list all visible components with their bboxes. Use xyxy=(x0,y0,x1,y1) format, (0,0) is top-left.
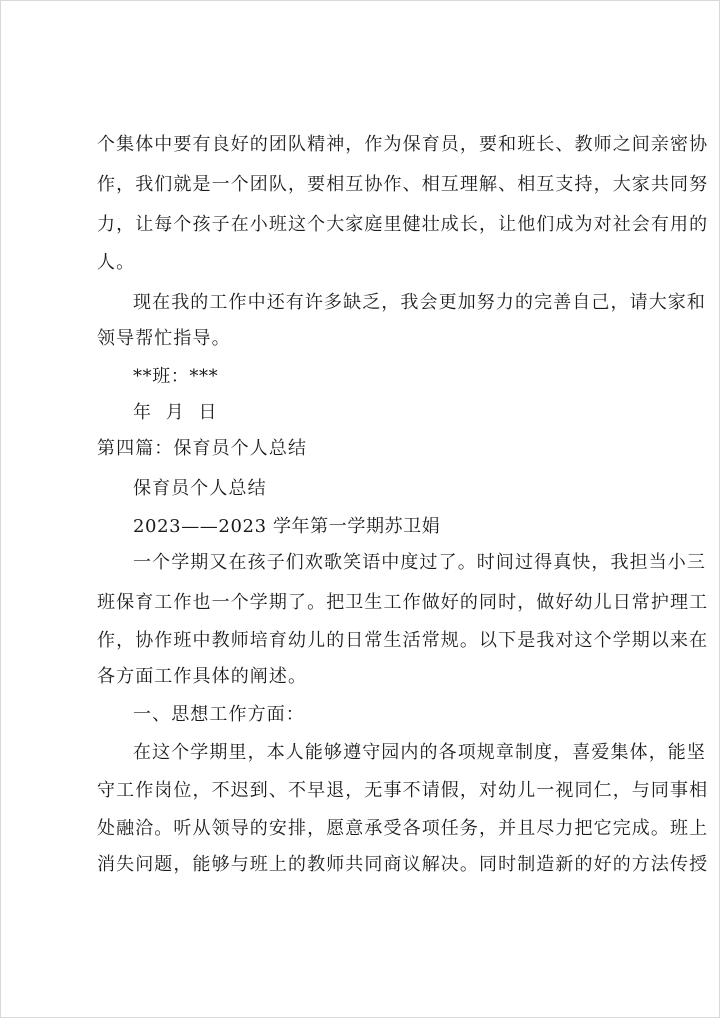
section-heading: 第四篇：保育员个人总结 xyxy=(97,438,308,459)
subheading: 一、思想工作方面： xyxy=(133,704,305,725)
paragraph-line: 人。 xyxy=(97,252,136,273)
paragraph-line: 作，我们就是一个团队，要相互协作、相互理解、相互支持，大家共同努 xyxy=(97,174,709,195)
paragraph-line: 班保育工作也一个学期了。把卫生工作做好的同时，做好幼儿日常护理工 xyxy=(97,592,709,613)
paragraph-line: 消失问题，能够与班上的教师共同商议解决。同时制造新的好的方法传授 xyxy=(97,854,709,875)
paragraph-line: 处融洽。听从领导的安排，愿意承受各项任务，并且尽力把它完成。班上 xyxy=(97,818,709,839)
date-line: 年 月 日 xyxy=(133,402,218,423)
paragraph-line: 在这个学期里，本人能够遵守园内的各项规章制度，喜爱集体，能坚 xyxy=(133,742,706,763)
paragraph-line: 守工作岗位，不迟到、不早退，无事不请假，对幼儿一视同仁，与同事相 xyxy=(97,780,709,801)
paragraph-line: 现在我的工作中还有许多缺乏，我会更加努力的完善自己，请大家和 xyxy=(133,292,706,313)
paragraph-line: 个集体中要有良好的团队精神，作为保育员，要和班长、教师之间亲密协 xyxy=(97,134,709,155)
paragraph-line: 领导帮忙指导。 xyxy=(97,328,231,349)
paragraph-line: 力，让每个孩子在小班这个大家庭里健壮成长，让他们成为对社会有用的 xyxy=(97,214,709,235)
paragraph-line: 一个学期又在孩子们欢歌笑语中度过了。时间过得真快，我担当小三 xyxy=(133,552,706,573)
article-title: 保育员个人总结 xyxy=(133,478,267,499)
paragraph-line: 各方面工作具体的阐述。 xyxy=(97,666,308,687)
article-subtitle: 2023——2023 学年第一学期苏卫娟 xyxy=(133,516,441,537)
paragraph-line: 作，协作班中教师培育幼儿的日常生活常规。以下是我对这个学期以来在 xyxy=(97,630,709,651)
signature-class-line: **班：*** xyxy=(133,366,219,387)
